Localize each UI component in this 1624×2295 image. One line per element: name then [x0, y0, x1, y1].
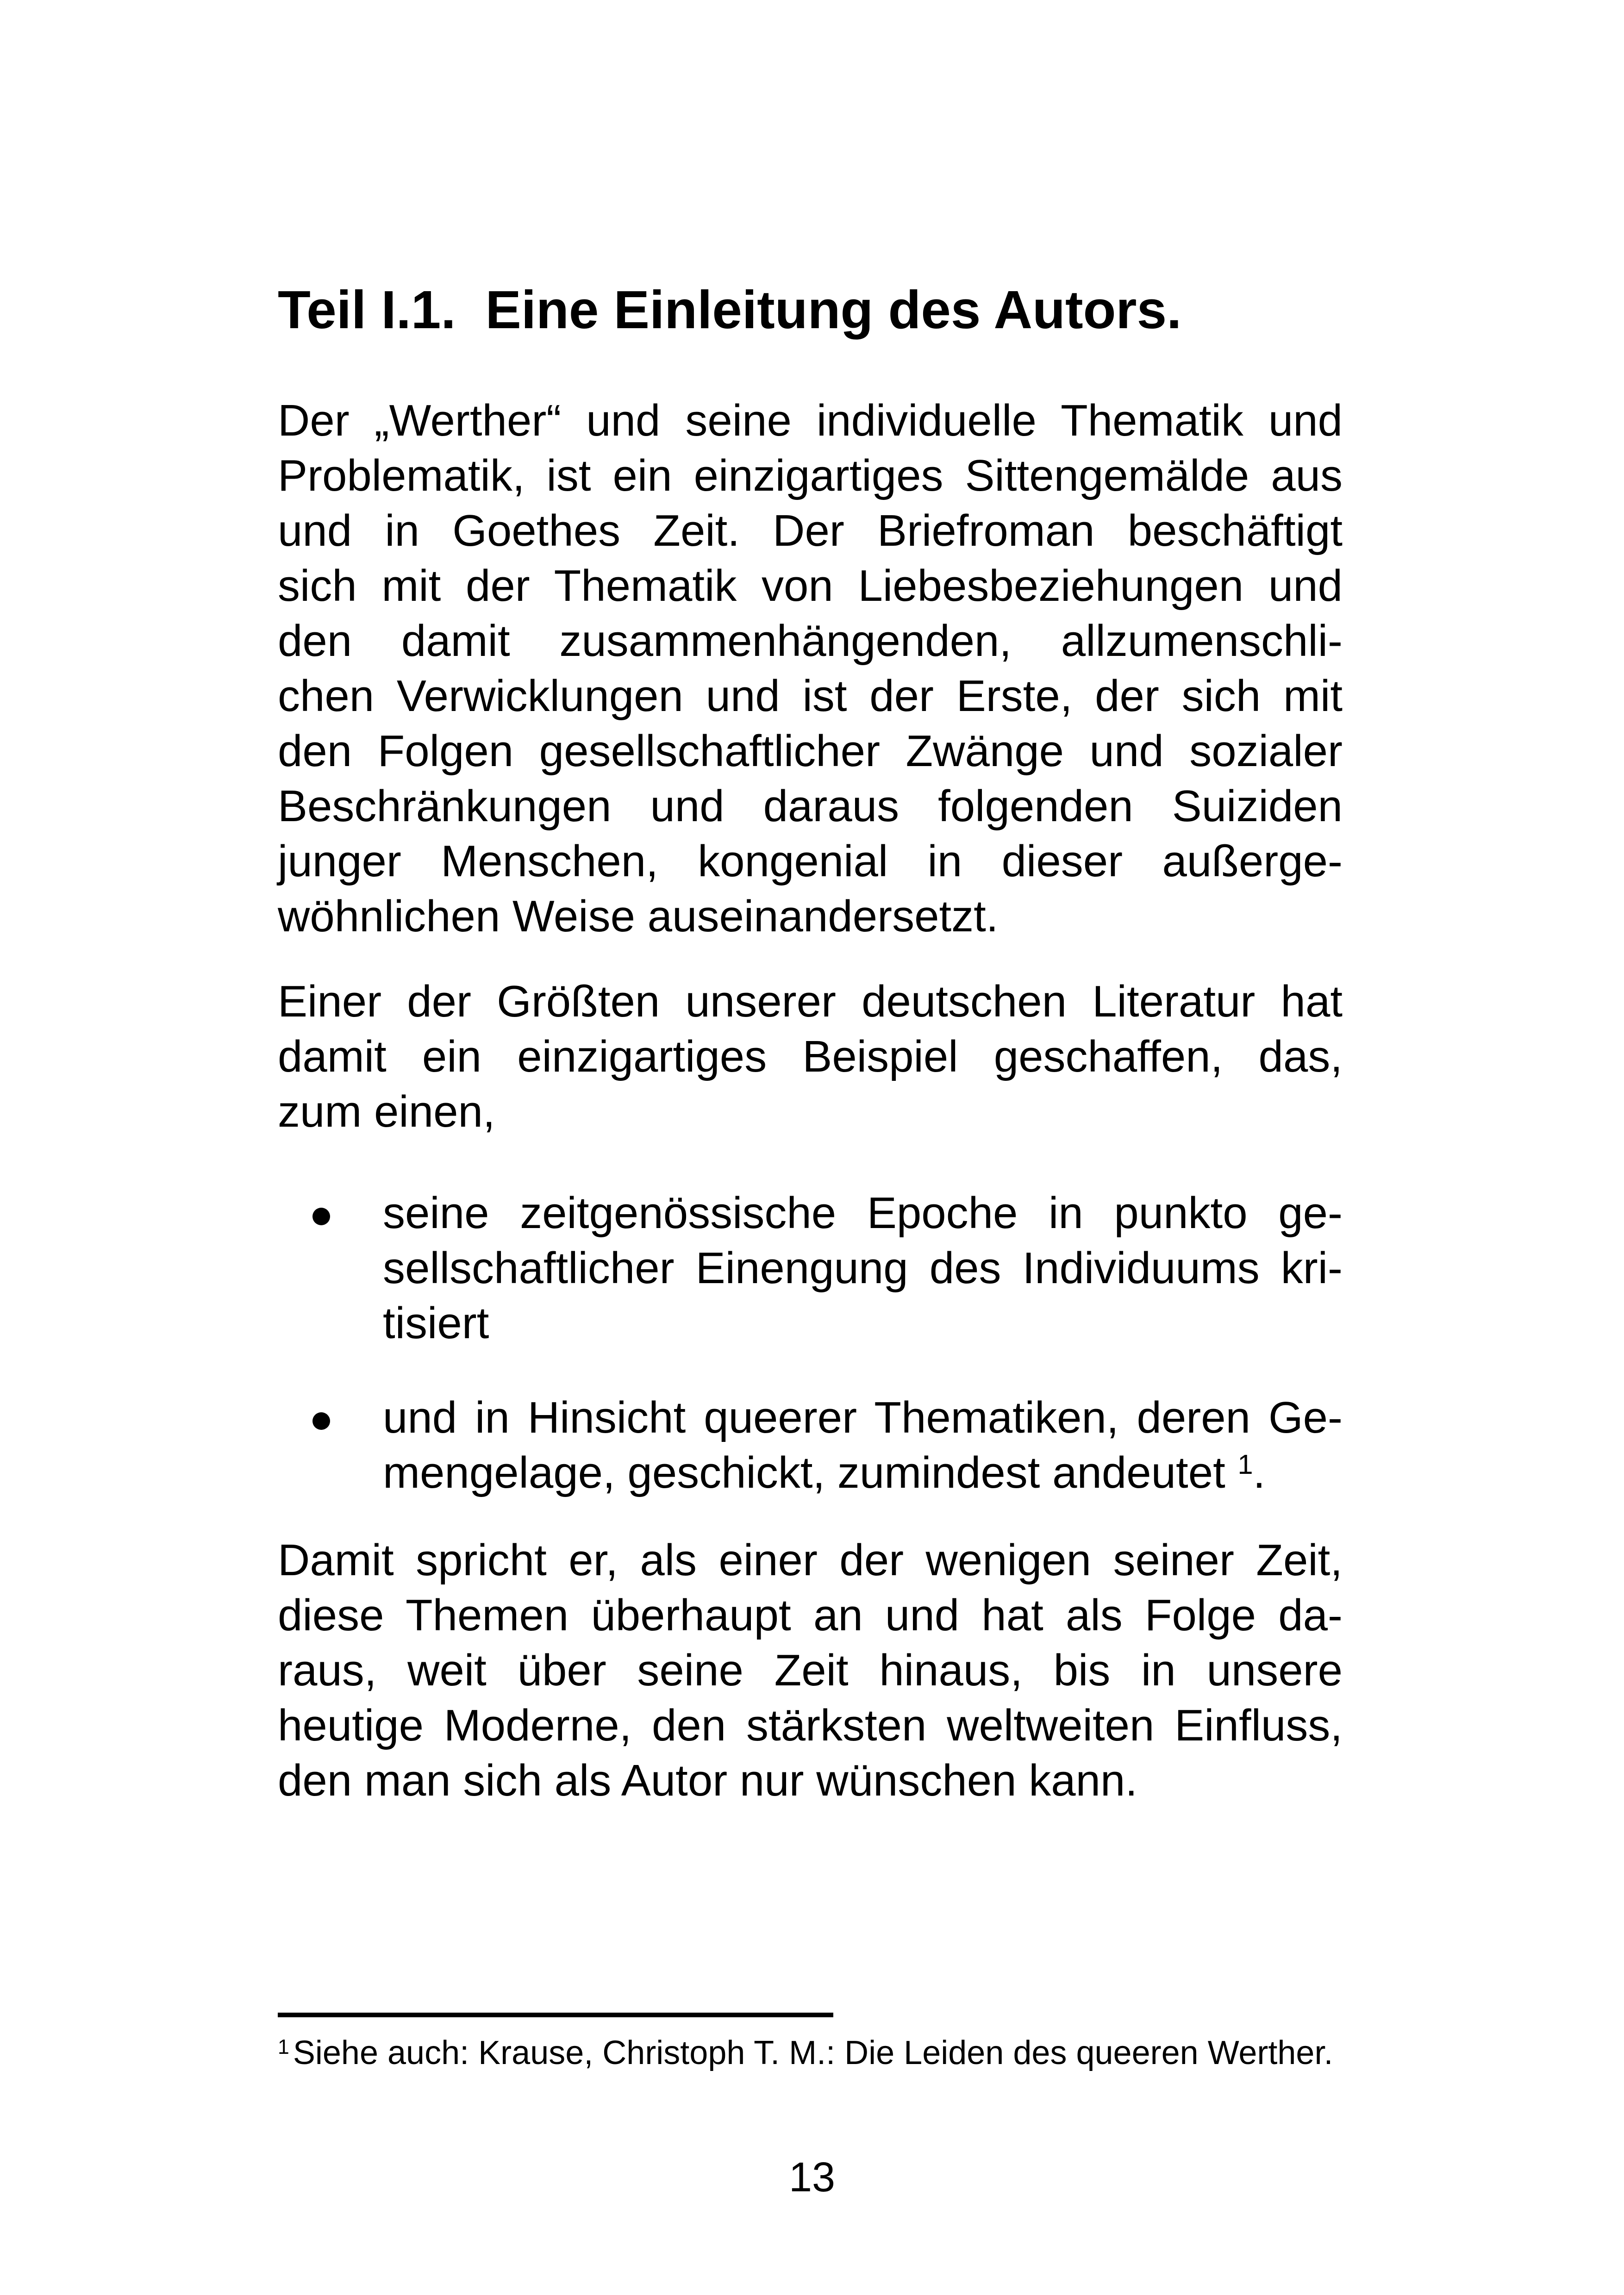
bullet-icon	[312, 1208, 330, 1225]
text-line: damit ein einzigartiges Beispiel geschaffen, das,	[278, 1032, 1343, 1082]
footnote-ref: 1	[1237, 1449, 1253, 1480]
section-number: Teil I.1.	[278, 280, 456, 340]
paragraph	[278, 974, 1343, 1139]
body-text	[278, 393, 1343, 1808]
footnote	[278, 2032, 1343, 2074]
text-line: Der „Werther“ und seine individuelle Thematik und	[278, 396, 1343, 446]
text-line: und in Goethes Zeit. Der Briefroman beschäftigt	[278, 506, 1343, 556]
text-line: den damit zusammenhängenden, allzumenschli-	[278, 616, 1343, 666]
text-line: wöhnlichen Weise auseinandersetzt.	[278, 892, 999, 942]
text-line: sellschaftlicher Einengung des Individuums kri-	[383, 1243, 1343, 1293]
section-title: Eine Einleitung des Autors.	[485, 280, 1182, 340]
text-line: seine zeitgenössische Epoche in punkto ge-	[383, 1188, 1343, 1238]
bullet-item	[278, 1390, 1343, 1500]
text-line: und in Hinsicht queerer Thematiken, deren Ge-	[383, 1393, 1343, 1443]
text-line: Damit spricht er, als einer der wenigen seiner Zeit,	[278, 1535, 1343, 1585]
text-line: Problematik, ist ein einzigartiges Sittengemälde aus	[278, 451, 1343, 501]
text-line: den man sich als Autor nur wünschen kann.	[278, 1756, 1138, 1806]
bullet-item	[278, 1185, 1343, 1351]
text-block	[278, 278, 1343, 1808]
text-line: chen Verwicklungen und ist der Erste, der sich mit	[278, 671, 1343, 721]
section-heading	[278, 278, 1343, 342]
text-line: sich mit der Thematik von Liebesbeziehungen und	[278, 561, 1343, 611]
footnote-separator	[278, 2013, 833, 2017]
text-line: junger Menschen, kongenial in dieser außerge-	[278, 836, 1343, 886]
text-line: tisiert	[383, 1298, 489, 1348]
text-line: den Folgen gesellschaftlicher Zwänge und sozialer	[278, 726, 1343, 776]
text-line: diese Themen überhaupt an und hat als Folge da-	[278, 1590, 1343, 1640]
text-line: heutige Moderne, den stärksten weltweiten Einfluss,	[278, 1701, 1343, 1751]
text-line: Einer der Größten unserer deutschen Literatur hat	[278, 977, 1343, 1027]
paragraph	[278, 393, 1343, 944]
footnote-area	[278, 2013, 1343, 2074]
page-number: 13	[788, 2154, 836, 2201]
text-line: zum einen,	[278, 1087, 495, 1137]
text-line: raus, weit über seine Zeit hinaus, bis in unsere	[278, 1646, 1343, 1696]
paragraph	[278, 1533, 1343, 1808]
bullet-icon	[312, 1412, 330, 1430]
text-line: Beschränkungen und daraus folgenden Suiziden	[278, 781, 1343, 831]
footnote-text: Siehe auch: Krause, Christoph T. M.: Die Leiden des queeren Werther.	[293, 2034, 1333, 2071]
footnote-marker: 1	[278, 2035, 289, 2058]
text-line: mengelage, geschickt, zumindest andeutet $^1$.	[383, 1448, 1266, 1498]
